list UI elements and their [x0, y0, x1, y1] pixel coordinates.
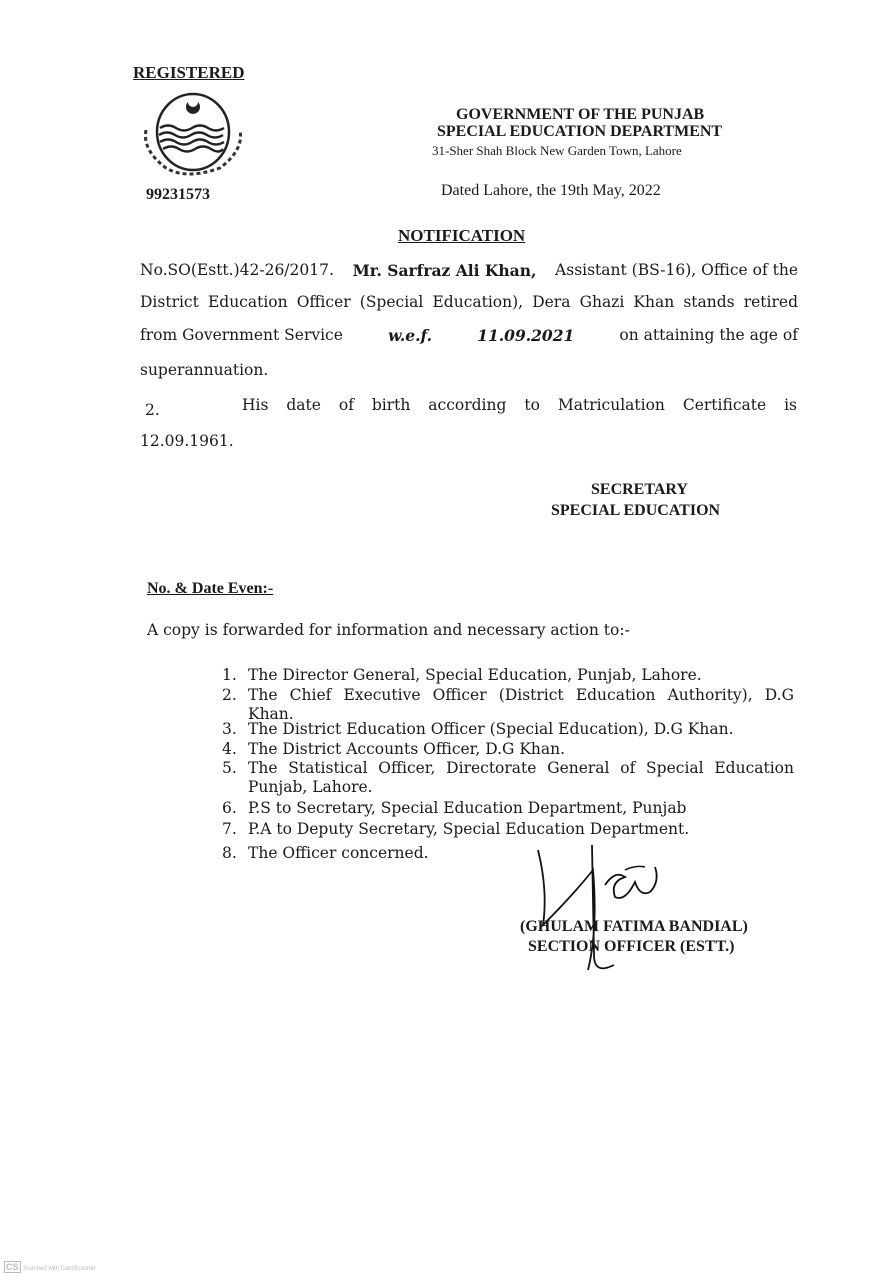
- para2-line1: His date of birth according to Matriculation Certificate is: [242, 396, 797, 414]
- item-text: The District Education Officer (Special Education), D.G Khan.: [248, 720, 734, 738]
- para1-text: on attaining the age of: [619, 326, 798, 344]
- signatory-dept: SPECIAL EDUCATION: [551, 502, 721, 519]
- watermark-text: Scanned with CamScanner: [23, 1266, 96, 1272]
- item-text: Khan.: [248, 705, 294, 723]
- notification-number: No.SO(Estt.)42-26/2017.: [140, 261, 334, 279]
- signatory-title: SECRETARY: [591, 481, 688, 498]
- department-heading: SPECIAL EDUCATION DEPARTMENT: [437, 123, 723, 140]
- para2-number: 2.: [145, 401, 160, 419]
- para1-line2: District Education Officer (Special Education), Dera Ghazi Khan stands retired: [140, 293, 798, 311]
- forward-text: A copy is forwarded for information and necessary action to:-: [147, 621, 630, 639]
- retirement-date: 11.09.2021: [477, 326, 575, 345]
- item-text: The Director General, Special Education, Punjab, Lahore.: [248, 666, 702, 684]
- item-number: 3.: [222, 720, 237, 738]
- camscanner-logo: CS: [6, 1262, 19, 1272]
- para1-text: from Government Service: [140, 326, 343, 344]
- item-text: Punjab, Lahore.: [248, 778, 373, 796]
- even-heading: No. & Date Even:-: [147, 580, 274, 597]
- item-text: The District Accounts Officer, D.G Khan.: [248, 740, 566, 758]
- item-text: P.A to Deputy Secretary, Special Education Department.: [248, 820, 690, 838]
- item-number: 7.: [222, 820, 237, 838]
- government-heading: GOVERNMENT OF THE PUNJAB: [456, 106, 705, 123]
- registered-label: REGISTERED: [133, 63, 245, 82]
- item-number: 2.: [222, 686, 237, 704]
- employee-post: Assistant (BS-16), Office of the: [555, 261, 798, 279]
- para1-line1: [140, 261, 798, 280]
- item-text: The Statistical Officer, Directorate General of Special Education: [248, 759, 794, 777]
- department-address: 31-Sher Shah Block New Garden Town, Lahore: [432, 143, 682, 158]
- item-text: The Officer concerned.: [248, 844, 429, 862]
- item-number: 6.: [222, 799, 237, 817]
- para1-line3: [140, 326, 798, 345]
- item-text: The Chief Executive Officer (District Education Authority), D.G: [248, 686, 794, 704]
- reference-number: 99231573: [146, 186, 210, 203]
- signature: [520, 835, 680, 985]
- distribution-list: [222, 666, 802, 866]
- notification-title: NOTIFICATION: [398, 226, 526, 245]
- item-number: 5.: [222, 759, 237, 777]
- officer-name: (GHULAM FATIMA BANDIAL): [520, 918, 748, 935]
- item-number: 1.: [222, 666, 237, 684]
- wef-label: w.e.f.: [388, 326, 433, 345]
- item-number: 8.: [222, 844, 237, 862]
- item-text: P.S to Secretary, Special Education Department, Punjab: [248, 799, 687, 817]
- officer-title: SECTION OFFICER (ESTT.): [528, 938, 735, 955]
- camscanner-watermark: [4, 1262, 96, 1272]
- item-number: 4.: [222, 740, 237, 758]
- para1-line4: superannuation.: [140, 361, 269, 379]
- birth-date: 12.09.1961.: [140, 432, 234, 450]
- punjab-emblem-logo: [138, 90, 248, 182]
- employee-name: Mr. Sarfraz Ali Khan,: [352, 261, 537, 280]
- date-line: Dated Lahore, the 19th May, 2022: [441, 182, 661, 199]
